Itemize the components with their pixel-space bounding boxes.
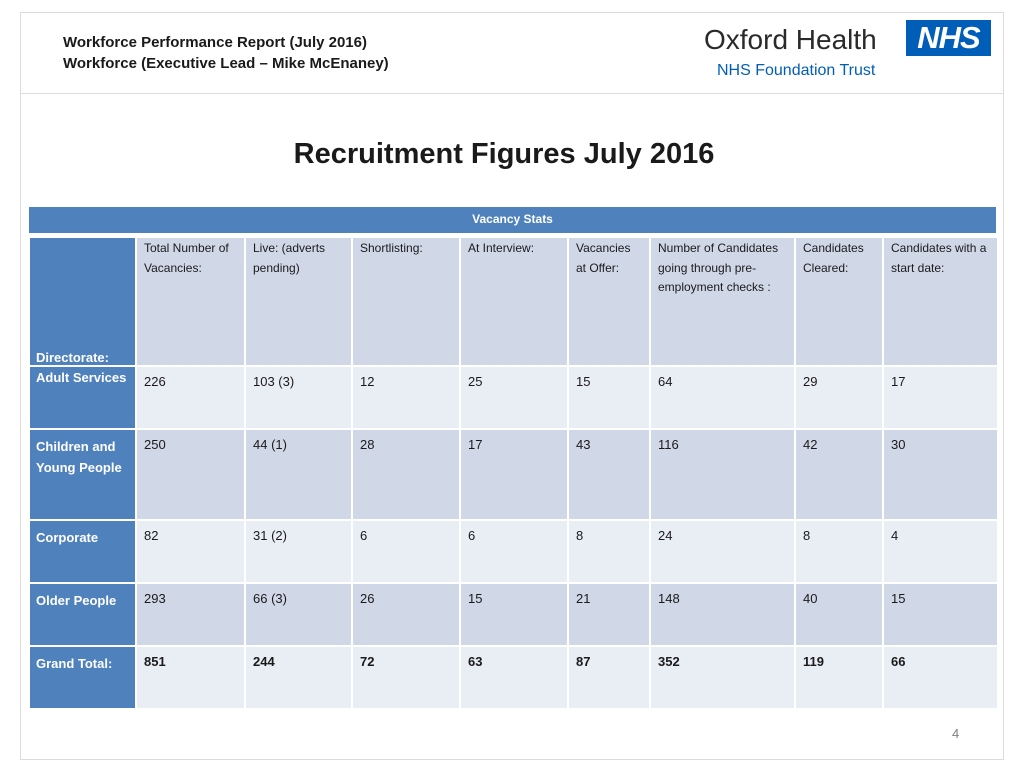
row-label: Grand Total:: [30, 647, 135, 708]
header-divider: [20, 93, 1004, 94]
page-title-text: Recruitment Figures July 2016: [293, 138, 715, 170]
table-cell: 8: [796, 521, 882, 582]
table-cell: 24: [651, 521, 794, 582]
table-cell: 15: [569, 367, 649, 428]
table-cell: 40: [796, 584, 882, 645]
total-cell: 352: [651, 647, 794, 708]
table-cell: 30: [884, 430, 997, 519]
table-cell: 12: [353, 367, 459, 428]
table-cell: 66 (3): [246, 584, 351, 645]
table-cell: 44 (1): [246, 430, 351, 519]
logo-subtitle: NHS Foundation Trust: [717, 62, 876, 79]
table-cell: 8: [569, 521, 649, 582]
col-header-vacancies-at-offer: Vacancies at Offer:: [569, 238, 649, 365]
table-cell: 6: [353, 521, 459, 582]
col-header-total-vacancies: Total Number of Vacancies:: [137, 238, 244, 365]
table-cell: 15: [461, 584, 567, 645]
logo-name: Oxford Health: [704, 24, 877, 55]
table-cell: 17: [884, 367, 997, 428]
table-cell: 64: [651, 367, 794, 428]
col-header-candidates-start-date: Candidates with a start date:: [884, 238, 997, 365]
table-cell: 226: [137, 367, 244, 428]
col-header-shortlisting: Shortlisting:: [353, 238, 459, 365]
nhs-badge: NHS: [906, 20, 991, 56]
row-label: Adult Services: [30, 367, 135, 428]
table-cell: 43: [569, 430, 649, 519]
total-cell: 66: [884, 647, 997, 708]
total-cell: 244: [246, 647, 351, 708]
table-row: [30, 367, 997, 428]
recruitment-table: [28, 236, 999, 710]
total-cell: 119: [796, 647, 882, 708]
page-title: [0, 138, 1024, 171]
table-cell: 6: [461, 521, 567, 582]
report-title: Workforce Performance Report (July 2016): [63, 34, 367, 51]
table-cell: 116: [651, 430, 794, 519]
table-cell: 29: [796, 367, 882, 428]
table-cell: 31 (2): [246, 521, 351, 582]
total-cell: 851: [137, 647, 244, 708]
table-cell: 250: [137, 430, 244, 519]
table-cell: 4: [884, 521, 997, 582]
col-header-live: Live: (adverts pending): [246, 238, 351, 365]
row-label: Older People: [30, 584, 135, 645]
table-row: [30, 430, 997, 519]
table-cell: 293: [137, 584, 244, 645]
total-cell: 87: [569, 647, 649, 708]
column-header-row: [30, 238, 997, 365]
table-cell: 103 (3): [246, 367, 351, 428]
grand-total-row: [30, 647, 997, 708]
total-cell: 63: [461, 647, 567, 708]
table-cell: 25: [461, 367, 567, 428]
table-cell: 42: [796, 430, 882, 519]
table-cell: 17: [461, 430, 567, 519]
table-cell: 26: [353, 584, 459, 645]
col-header-pre-employment-checks: Number of Candidates going through pre-employment checks :: [651, 238, 794, 365]
executive-lead: Workforce (Executive Lead – Mike McEnaney): [63, 55, 389, 72]
table-row: [30, 584, 997, 645]
table-row: [30, 521, 997, 582]
page-number: 4: [952, 726, 960, 741]
col-header-candidates-cleared: Candidates Cleared:: [796, 238, 882, 365]
total-cell: 72: [353, 647, 459, 708]
col-header-at-interview: At Interview:: [461, 238, 567, 365]
vacancy-stats-header: Vacancy Stats: [29, 207, 996, 233]
table-cell: 28: [353, 430, 459, 519]
row-label: Children and Young People: [30, 430, 135, 519]
table-cell: 82: [137, 521, 244, 582]
row-label: Corporate: [30, 521, 135, 582]
table-cell: 21: [569, 584, 649, 645]
directorate-header: Directorate:: [30, 238, 135, 365]
table-cell: 15: [884, 584, 997, 645]
table-cell: 148: [651, 584, 794, 645]
